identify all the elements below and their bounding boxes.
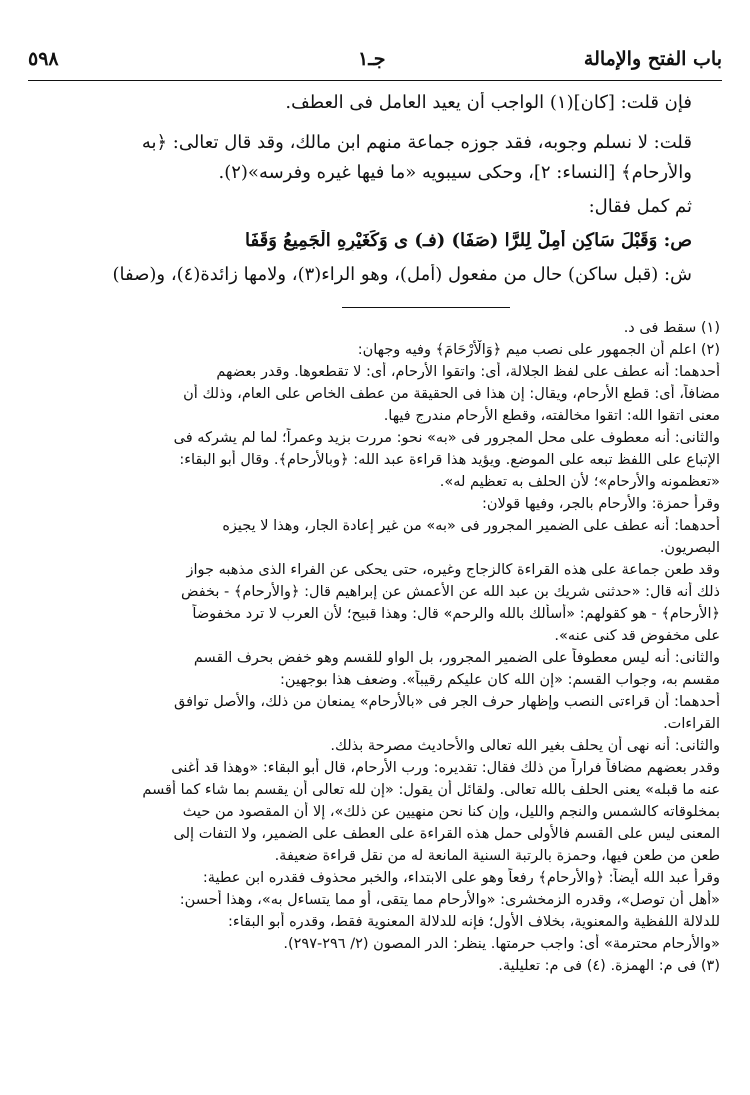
footnote-line: وقرأ حمزة: والأرحام بالجر، وفيها قولان: [481, 496, 720, 512]
footnote-line: ذلك أنه قال: «حدثنى شريك بن عبد الله عن الأعمش عن إبراهيم قال: ﴿والأرحام﴾ - بخفض [180, 584, 720, 600]
footnote-line: (١) سقط فى د. [623, 320, 720, 336]
footnote-line: والثانى: أنه نهى أن يحلف بغير الله تعالى والأحاديث مصرحة بذلك. [330, 738, 720, 754]
main-line: قلت: لا نسلم وجوبه، فقد جوزه جماعة منهم ابن مالك، وقد قال تعالى: ﴿به [141, 132, 692, 153]
footnote-line: مقسم به، وجواب القسم: «إن الله كان عليكم رقيباً». وضعف هذا بوجهين: [280, 672, 720, 688]
footnote-line: القراءات. [663, 716, 720, 732]
footnote-line: الإتباع على اللفظ تبعه على الموضع. ويؤيد هذا قراءة عبد الله: ﴿وبالأرحام﴾. وقال أبو البقاء: [179, 452, 720, 468]
footnote-line: (٣) فى م: الهمزة. (٤) فى م: تعليلية. [498, 958, 720, 974]
footnote-line: عنه ما قبله» يعنى الحلف بالله تعالى. ولقائل أن يقول: «إن لله تعالى أن يقسم بما شاء كما أقسم [142, 782, 720, 798]
page-header [28, 48, 722, 78]
footnote-line: على مخفوض قد كنى عنه». [554, 628, 720, 644]
footnote-line: البصريون. [659, 540, 720, 556]
footnote-line: وقدر بعضهم مضافاً فراراً من ذلك فقال: تقديره: ورب الأرحام، قال أبو البقاء: «وهذا قد أغنى [171, 760, 720, 776]
main-line: والأرحام﴾ [النساء: ٢]، وحكى سيبويه «ما فيها غيره وفرسه»(٢). [218, 162, 692, 183]
main-line: ثم كمل فقال: [588, 196, 692, 217]
footnote-line: مضافاً، أى: قطع الأرحام، ويقال: إن هذا فى الحقيقة من عطف الخاص على العام، وذلك أن [183, 386, 720, 402]
footnote-line: والثانى: أنه ليس معطوفاً على الضمير المجرور، بل الواو للقسم وهو خفض بحرف القسم [193, 650, 720, 666]
footnote-line: أحدهما: أنه عطف على الضمير المجرور فى «به» من غير إعادة الجار، وهذا لا يجيزه [222, 518, 720, 534]
footnote-line: معنى اتقوا الله: اتقوا مخالفته، وقطع الأرحام مندرج فيها. [383, 408, 720, 424]
footnote-line: والثانى: أنه معطوف على محل المجرور فى «به» نحو: مررت بزيد وعمراً؛ لما لم يشركه فى [173, 430, 720, 446]
footnote-line: «أهل أن توصل»، وقدره الزمخشرى: «والأرحام مما يتقى، أو مما يتساءل به»، وهذا أحسن: [179, 892, 720, 908]
page-number: ٥٩٨ [28, 48, 59, 70]
footnote-line: أحدهما: أنه عطف على لفظ الجلالة، أى: واتقوا الأرحام، أى: لا تقطعوها. وقدر بعضهم [216, 364, 720, 380]
main-line: فإن قلت: [كان](١) الواجب أن يعيد العامل فى العطف. [285, 92, 692, 113]
footnote-line: طعن من طعن فيها، وحمزة بالرتبة السنية المانعة له من نقل قراءة ضعيفة. [274, 848, 720, 864]
footnote-line: أحدهما: أن قراءتى النصب وإظهار حرف الجر فى «بالأرحام» يمنعان من ذلك، والأصل توافق [174, 694, 720, 710]
footnote-line: «والأرحام محترمة» أى: واجب حرمتها. ينظر: الدر المصون (٢/ ٢٩٦-٢٩٧). [283, 936, 720, 952]
footnote-line: بمخلوقاته كالشمس والنجم والليل، وإن كنا نحن منهيين عن ذلك»، إلا أن المقصود من حيث [182, 804, 720, 820]
commentary-line: ش: (قبل ساكن) حال من مفعول (أمل)، وهو الراء(٣)، ولامها زائدة(٤)، و(صفا) [112, 264, 692, 285]
chapter-title: باب الفتح والإمالة [583, 48, 722, 70]
footnote-line: للدلالة اللفظية والمعنوية، بخلاف الأول؛ فإنه للدلالة المعنوية فقط، وقدره أبو البقاء: [228, 914, 720, 930]
footnote-separator [342, 307, 510, 308]
footnote-line: (٢) اعلم أن الجمهور على نصب ميم ﴿وَالْأَرْحَامَ﴾ وفيه وجهان: [357, 342, 720, 358]
header-rule [28, 80, 722, 81]
footnote-line: «تعظمونه والأرحام»؛ لأن الحلف به تعظيم له». [439, 474, 720, 490]
footnote-line: المعنى ليس على القسم فالأولى حمل هذه القراءة على العطف على الضمير، ولا التفات إلى [173, 826, 720, 842]
footnote-line: وقرأ عبد الله أيضاً: ﴿والأرحام﴾ رفعاً وهو على الابتداء، والخبر محذوف فقدره ابن عطية: [202, 870, 720, 886]
footnote-line: ﴿الأرحام﴾ - هو كقولهم: «أسألك بالله والرحم» قال: وهذا قبيح؛ لأن العرب لا ترد مخفوضاً [192, 606, 720, 622]
verse-line: ص: وَقَبْلَ سَاكِنٍ أَمِلْ لِلرَّا (صَفَا) (فـ) ى وَكَغَيْرِهِ الْجَمِيعُ وَقَفَا [245, 230, 692, 251]
volume-label: جـ١ [358, 48, 386, 70]
footnote-line: وقد طعن جماعة على هذه القراءة كالزجاج وغيره، حتى يحكى عن الفراء الذى مذهبه جواز [186, 562, 720, 578]
